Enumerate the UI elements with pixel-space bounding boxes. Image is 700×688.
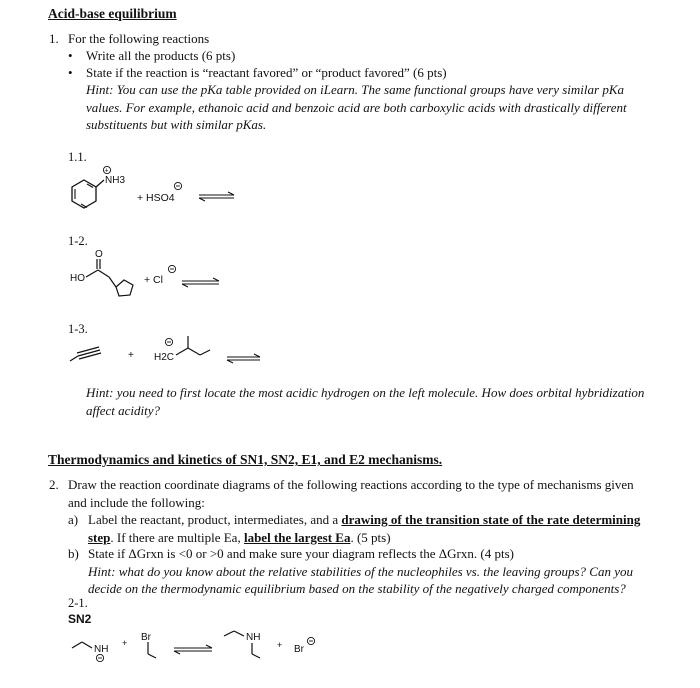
bullet-item-2 (68, 64, 447, 82)
question-1-number: 1. (49, 31, 59, 46)
hint-1-line-3: substituents but with similar pKas. (86, 117, 267, 132)
reaction-1-2-label: 1-2. (68, 234, 88, 248)
svg-text:+: + (104, 167, 109, 175)
bullet-item-1-text: Write all the products (6 pts) (86, 48, 236, 63)
hint-2-line-2: affect acidity? (86, 402, 161, 418)
reaction-1-3-structure (62, 333, 282, 373)
mechanism-type-label: SN2 (68, 612, 92, 626)
chloride-reagent: + Cl (144, 274, 163, 286)
carbonyl-oxygen-label: O (95, 249, 103, 260)
bromide-ion-label: Br (294, 644, 304, 655)
part-a-marker: a) (68, 512, 79, 527)
hint-2-line-1: Hint: you need to first locate the most acidic hydrogen on the left molecule. How does orbital hybridization (86, 385, 645, 400)
bromine-label: Br (141, 632, 151, 643)
part-a-line-1-text: Label the reactant, product, intermediates, and a (88, 512, 342, 527)
hint-1-line-2: values. For example, ethanoic acid and benzoic acid are both carboxylic acids with drastically different (86, 99, 627, 115)
plus-sign: + (128, 350, 134, 361)
question-2-number: 2. (49, 477, 59, 492)
reaction-1-1-structure (62, 162, 262, 214)
question-2-line-2: and include the following: (68, 494, 205, 510)
part-a-line-2-text: . If there are multiple Ea, (110, 529, 244, 545)
question-2-line-1: Draw the reaction coordinate diagrams of the following reactions according to the type of mechanisms given (68, 477, 634, 492)
plus-sign-2: + (277, 640, 283, 650)
question-1-prompt: For the following reactions (68, 31, 210, 46)
reaction-1-2-structure (62, 245, 262, 305)
bullet-dot-icon: • (68, 65, 73, 80)
part-a-line-2-end: . (5 pts) (350, 529, 391, 545)
part-a-line-2-emphasis-2: label the largest Ea (243, 529, 351, 545)
part-a-line-2-emphasis: step (88, 529, 111, 545)
alkyne-triple-bond (78, 350, 100, 356)
hint-1 (86, 81, 686, 134)
bullet-item-2-text: State if the reaction is “reactant favored” or “product favored” (6 pts) (86, 65, 447, 80)
h2c-label: H2C (154, 352, 175, 363)
part-b-marker: b) (68, 546, 79, 561)
part-b-line-1: State if ΔGrxn is <0 or >0 and make sure your diagram reflects the ΔGrxn. (4 pts) (88, 546, 514, 561)
part-b-hint-line-2: decide on the thermodynamic equilibrium based on the stability of the negatively charged components? (88, 581, 626, 596)
nh3-label: NH3 (105, 175, 126, 186)
hint-1-line-1: Hint: You can use the pKa table provided on iLearn. The same functional groups have very similar pKa (86, 82, 625, 97)
part-b-hint-line-1: Hint: what do you know about the relative stabilities of the nucleophiles vs. the leaving groups? Can you (88, 563, 633, 579)
cyclopentane-ring (116, 280, 133, 296)
hint-2 (86, 384, 686, 419)
bullet-dot-icon: • (68, 48, 73, 63)
product-nh-label: NH (246, 632, 261, 643)
part-a-text (88, 511, 688, 546)
reaction-2-1-structure (62, 626, 332, 686)
amide-nh-label: NH (94, 644, 109, 655)
section-title-thermo-kinetics: Thermodynamics and kinetics of SN1, SN2, E1, and E2 mechanisms. (48, 452, 443, 467)
part-a-line-1-emphasis: drawing of the transition state of the rate determining (341, 512, 641, 527)
part-b-text (88, 545, 688, 598)
question-2-prompt (68, 476, 688, 511)
reaction-2-1-label: 2-1. (68, 596, 88, 610)
reaction-1-3-label: 1-3. (68, 322, 88, 336)
plus-sign-1: + (122, 638, 128, 648)
benzene-ring (72, 180, 96, 208)
hso4-reagent: + HSO4 (137, 192, 175, 204)
section-title-acid-base: Acid-base equilibrium (48, 6, 177, 21)
bullet-item-1 (68, 47, 235, 65)
hydroxyl-label: HO (70, 273, 85, 284)
reaction-1-1-label: 1.1. (68, 150, 87, 164)
